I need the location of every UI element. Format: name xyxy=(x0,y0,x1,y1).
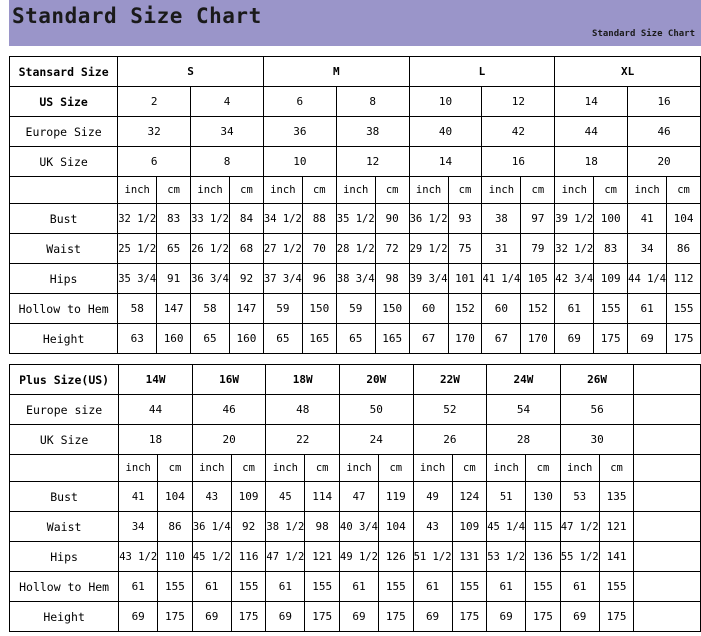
cell: 39 1/2 xyxy=(555,204,594,234)
group-header-l: L xyxy=(409,57,555,87)
cell: 116 xyxy=(231,542,266,572)
table-row-waist xyxy=(10,234,701,264)
cell: 20 xyxy=(192,425,266,455)
table-row-hips xyxy=(10,264,701,294)
unit-cell: inch xyxy=(263,177,302,204)
unit-cell: inch xyxy=(560,455,599,482)
row-label-hips: Hips xyxy=(10,542,119,572)
cell: 155 xyxy=(526,572,561,602)
standard-size-table xyxy=(9,56,701,354)
cell: 175 xyxy=(594,324,628,354)
cell: 14 xyxy=(555,87,628,117)
cell: 160 xyxy=(157,324,191,354)
cell: 84 xyxy=(230,204,264,234)
cell: 175 xyxy=(231,602,266,632)
cell: 28 xyxy=(487,425,561,455)
standard-size-table-wrap xyxy=(9,56,701,354)
row-label-europe-size: Europe size xyxy=(10,395,119,425)
cell: 72 xyxy=(375,234,409,264)
row-label-uk-size: UK Size xyxy=(10,425,119,455)
cell: 136 xyxy=(526,542,561,572)
table-row-bust xyxy=(10,482,701,512)
cell: 104 xyxy=(158,482,193,512)
cell: 6 xyxy=(263,87,336,117)
cell: 48 xyxy=(266,395,340,425)
cell: 36 xyxy=(263,117,336,147)
cell: 152 xyxy=(521,294,555,324)
cell: 83 xyxy=(594,234,628,264)
cell: 69 xyxy=(192,602,231,632)
cell: 35 3/4 xyxy=(118,264,157,294)
cell: 61 xyxy=(119,572,158,602)
cell: 93 xyxy=(448,204,482,234)
group-header-24w: 24W xyxy=(487,365,561,395)
unit-cell: cm xyxy=(158,455,193,482)
cell: 165 xyxy=(302,324,336,354)
cell: 34 xyxy=(119,512,158,542)
cell: 40 3/4 xyxy=(340,512,379,542)
cell: 96 xyxy=(302,264,336,294)
group-header-label: Plus Size(US) xyxy=(10,365,119,395)
cell: 88 xyxy=(302,204,336,234)
cell-spacer xyxy=(634,602,701,632)
cell: 67 xyxy=(409,324,448,354)
cell: 141 xyxy=(599,542,634,572)
unit-cell: inch xyxy=(487,455,526,482)
cell: 32 xyxy=(118,117,191,147)
cell: 45 1/2 xyxy=(192,542,231,572)
cell: 8 xyxy=(336,87,409,117)
cell: 61 xyxy=(555,294,594,324)
row-label-waist: Waist xyxy=(10,512,119,542)
cell: 61 xyxy=(266,572,305,602)
cell: 34 xyxy=(191,117,264,147)
cell: 61 xyxy=(413,572,452,602)
cell: 36 3/4 xyxy=(191,264,230,294)
cell: 70 xyxy=(302,234,336,264)
cell: 155 xyxy=(158,572,193,602)
table-row-uk-size xyxy=(10,425,701,455)
unit-cell: inch xyxy=(266,455,305,482)
cell: 37 3/4 xyxy=(263,264,302,294)
row-label-height: Height xyxy=(10,602,119,632)
unit-cell: cm xyxy=(526,455,561,482)
table-row-waist xyxy=(10,512,701,542)
cell: 52 xyxy=(413,395,487,425)
unit-cell: inch xyxy=(336,177,375,204)
plus-size-table-wrap xyxy=(9,364,701,632)
cell: 41 xyxy=(119,482,158,512)
cell: 2 xyxy=(118,87,191,117)
group-header-14w: 14W xyxy=(119,365,193,395)
unit-cell: inch xyxy=(409,177,448,204)
cell: 41 1/4 xyxy=(482,264,521,294)
unit-cell: cm xyxy=(230,177,264,204)
cell: 42 3/4 xyxy=(555,264,594,294)
unit-cell: cm xyxy=(594,177,628,204)
row-label-hollow-to-hem: Hollow to Hem xyxy=(10,572,119,602)
unit-row-spacer-right xyxy=(634,455,701,482)
cell: 38 1/2 xyxy=(266,512,305,542)
unit-cell: inch xyxy=(191,177,230,204)
cell: 30 xyxy=(560,425,634,455)
cell: 60 xyxy=(482,294,521,324)
table-row-bust xyxy=(10,204,701,234)
cell: 135 xyxy=(599,482,634,512)
unit-cell: cm xyxy=(378,455,413,482)
cell: 79 xyxy=(521,234,555,264)
cell: 126 xyxy=(378,542,413,572)
cell: 155 xyxy=(452,572,487,602)
cell: 61 xyxy=(628,294,667,324)
group-header-spacer xyxy=(634,365,701,395)
cell: 114 xyxy=(305,482,340,512)
table-row-hollow-to-hem xyxy=(10,572,701,602)
cell: 38 3/4 xyxy=(336,264,375,294)
cell: 58 xyxy=(118,294,157,324)
cell: 38 xyxy=(482,204,521,234)
cell: 165 xyxy=(375,324,409,354)
cell: 86 xyxy=(158,512,193,542)
row-label-height: Height xyxy=(10,324,118,354)
cell: 115 xyxy=(526,512,561,542)
cell: 14 xyxy=(409,147,482,177)
cell: 33 1/2 xyxy=(191,204,230,234)
cell: 91 xyxy=(157,264,191,294)
cell: 109 xyxy=(231,482,266,512)
cell: 18 xyxy=(555,147,628,177)
cell: 54 xyxy=(487,395,561,425)
unit-cell: inch xyxy=(119,455,158,482)
group-header-s: S xyxy=(118,57,264,87)
cell: 55 1/2 xyxy=(560,542,599,572)
cell: 92 xyxy=(230,264,264,294)
group-header-18w: 18W xyxy=(266,365,340,395)
cell: 98 xyxy=(305,512,340,542)
cell: 49 xyxy=(413,482,452,512)
cell: 155 xyxy=(378,572,413,602)
cell: 51 xyxy=(487,482,526,512)
cell: 24 xyxy=(340,425,414,455)
cell: 42 xyxy=(482,117,555,147)
cell: 147 xyxy=(230,294,264,324)
cell: 25 1/2 xyxy=(118,234,157,264)
cell: 27 1/2 xyxy=(263,234,302,264)
cell: 28 1/2 xyxy=(336,234,375,264)
cell: 18 xyxy=(119,425,193,455)
table-row-uk-size xyxy=(10,147,701,177)
group-header-22w: 22W xyxy=(413,365,487,395)
cell: 69 xyxy=(628,324,667,354)
cell: 32 1/2 xyxy=(555,234,594,264)
cell: 121 xyxy=(599,512,634,542)
cell: 45 xyxy=(266,482,305,512)
group-header-16w: 16W xyxy=(192,365,266,395)
cell-spacer xyxy=(634,395,701,425)
cell: 58 xyxy=(191,294,230,324)
cell: 61 xyxy=(560,572,599,602)
cell: 175 xyxy=(158,602,193,632)
cell: 175 xyxy=(452,602,487,632)
cell: 39 3/4 xyxy=(409,264,448,294)
cell-spacer xyxy=(634,512,701,542)
cell: 110 xyxy=(158,542,193,572)
unit-cell: cm xyxy=(157,177,191,204)
cell: 50 xyxy=(340,395,414,425)
cell: 104 xyxy=(667,204,701,234)
cell: 69 xyxy=(555,324,594,354)
cell: 22 xyxy=(266,425,340,455)
cell: 40 xyxy=(409,117,482,147)
cell: 43 xyxy=(192,482,231,512)
cell: 8 xyxy=(191,147,264,177)
table-row-us-size xyxy=(10,87,701,117)
unit-cell: cm xyxy=(599,455,634,482)
unit-cell: cm xyxy=(231,455,266,482)
cell: 59 xyxy=(263,294,302,324)
cell: 69 xyxy=(487,602,526,632)
cell: 97 xyxy=(521,204,555,234)
cell: 34 xyxy=(628,234,667,264)
unit-cell: inch xyxy=(413,455,452,482)
table-row-units xyxy=(10,455,701,482)
cell: 90 xyxy=(375,204,409,234)
cell: 43 1/2 xyxy=(119,542,158,572)
cell: 150 xyxy=(302,294,336,324)
unit-cell: inch xyxy=(192,455,231,482)
cell: 69 xyxy=(266,602,305,632)
cell: 147 xyxy=(157,294,191,324)
row-label-waist: Waist xyxy=(10,234,118,264)
unit-cell: cm xyxy=(452,455,487,482)
unit-cell: cm xyxy=(448,177,482,204)
cell: 69 xyxy=(560,602,599,632)
cell: 160 xyxy=(230,324,264,354)
unit-cell: cm xyxy=(521,177,555,204)
cell: 124 xyxy=(452,482,487,512)
cell: 16 xyxy=(482,147,555,177)
table-row-hips xyxy=(10,542,701,572)
unit-row-spacer xyxy=(10,177,118,204)
plus-size-table xyxy=(9,364,701,632)
group-header-20w: 20W xyxy=(340,365,414,395)
cell: 12 xyxy=(336,147,409,177)
table-row-units xyxy=(10,177,701,204)
group-header-26w: 26W xyxy=(560,365,634,395)
unit-cell: cm xyxy=(375,177,409,204)
cell: 6 xyxy=(118,147,191,177)
row-label-europe-size: Europe Size xyxy=(10,117,118,147)
cell: 69 xyxy=(340,602,379,632)
cell: 86 xyxy=(667,234,701,264)
cell: 10 xyxy=(263,147,336,177)
cell: 69 xyxy=(119,602,158,632)
table-row-group-header xyxy=(10,365,701,395)
cell: 109 xyxy=(452,512,487,542)
group-header-label: Stansard Size xyxy=(10,57,118,87)
cell: 4 xyxy=(191,87,264,117)
cell: 152 xyxy=(448,294,482,324)
cell: 29 1/2 xyxy=(409,234,448,264)
cell: 38 xyxy=(336,117,409,147)
cell: 175 xyxy=(599,602,634,632)
cell: 104 xyxy=(378,512,413,542)
cell: 47 xyxy=(340,482,379,512)
cell: 65 xyxy=(263,324,302,354)
table-row-height xyxy=(10,324,701,354)
row-label-bust: Bust xyxy=(10,204,118,234)
cell: 41 xyxy=(628,204,667,234)
unit-cell: inch xyxy=(340,455,379,482)
cell: 83 xyxy=(157,204,191,234)
cell: 67 xyxy=(482,324,521,354)
cell: 131 xyxy=(452,542,487,572)
cell: 119 xyxy=(378,482,413,512)
cell: 170 xyxy=(521,324,555,354)
cell: 155 xyxy=(667,294,701,324)
cell: 61 xyxy=(340,572,379,602)
row-label-hips: Hips xyxy=(10,264,118,294)
cell: 35 1/2 xyxy=(336,204,375,234)
cell: 56 xyxy=(560,395,634,425)
cell: 155 xyxy=(599,572,634,602)
cell-spacer xyxy=(634,425,701,455)
cell: 175 xyxy=(378,602,413,632)
cell: 155 xyxy=(231,572,266,602)
cell: 32 1/2 xyxy=(118,204,157,234)
cell: 34 1/2 xyxy=(263,204,302,234)
cell: 121 xyxy=(305,542,340,572)
header-left-margin xyxy=(0,0,9,46)
cell: 105 xyxy=(521,264,555,294)
cell: 43 xyxy=(413,512,452,542)
cell-spacer xyxy=(634,572,701,602)
group-header-m: M xyxy=(263,57,409,87)
cell: 112 xyxy=(667,264,701,294)
cell: 175 xyxy=(305,602,340,632)
cell-spacer xyxy=(634,542,701,572)
cell: 20 xyxy=(628,147,701,177)
cell: 175 xyxy=(526,602,561,632)
cell: 47 1/2 xyxy=(266,542,305,572)
cell: 175 xyxy=(667,324,701,354)
unit-cell: inch xyxy=(555,177,594,204)
cell: 60 xyxy=(409,294,448,324)
cell: 69 xyxy=(413,602,452,632)
cell: 26 xyxy=(413,425,487,455)
header-corner-label: Standard Size Chart xyxy=(592,29,695,39)
unit-cell: inch xyxy=(482,177,521,204)
page-title: Standard Size Chart xyxy=(12,4,262,28)
cell: 51 1/2 xyxy=(413,542,452,572)
group-header-xl: XL xyxy=(555,57,701,87)
cell: 109 xyxy=(594,264,628,294)
cell: 16 xyxy=(628,87,701,117)
cell: 45 1/4 xyxy=(487,512,526,542)
row-label-uk-size: UK Size xyxy=(10,147,118,177)
cell: 75 xyxy=(448,234,482,264)
cell: 92 xyxy=(231,512,266,542)
row-label-us-size: US Size xyxy=(10,87,118,117)
cell-spacer xyxy=(634,482,701,512)
unit-cell: cm xyxy=(302,177,336,204)
cell: 46 xyxy=(628,117,701,147)
cell: 155 xyxy=(594,294,628,324)
cell: 26 1/2 xyxy=(191,234,230,264)
cell: 12 xyxy=(482,87,555,117)
cell: 36 1/2 xyxy=(409,204,448,234)
table-row-height xyxy=(10,602,701,632)
cell: 44 xyxy=(555,117,628,147)
cell: 65 xyxy=(336,324,375,354)
unit-cell: cm xyxy=(305,455,340,482)
cell: 31 xyxy=(482,234,521,264)
cell: 150 xyxy=(375,294,409,324)
cell: 65 xyxy=(157,234,191,264)
cell: 155 xyxy=(305,572,340,602)
cell: 44 xyxy=(119,395,193,425)
cell: 61 xyxy=(487,572,526,602)
cell: 49 1/2 xyxy=(340,542,379,572)
cell: 63 xyxy=(118,324,157,354)
cell: 100 xyxy=(594,204,628,234)
cell: 44 1/4 xyxy=(628,264,667,294)
cell: 53 xyxy=(560,482,599,512)
cell: 65 xyxy=(191,324,230,354)
table-row-hollow-to-hem xyxy=(10,294,701,324)
table-row-europe-size xyxy=(10,395,701,425)
cell: 59 xyxy=(336,294,375,324)
row-label-hollow-to-hem: Hollow to Hem xyxy=(10,294,118,324)
cell: 36 1/4 xyxy=(192,512,231,542)
table-row-group-header xyxy=(10,57,701,87)
cell: 68 xyxy=(230,234,264,264)
unit-cell: inch xyxy=(628,177,667,204)
cell: 170 xyxy=(448,324,482,354)
unit-cell: inch xyxy=(118,177,157,204)
cell: 98 xyxy=(375,264,409,294)
table-row-europe-size xyxy=(10,117,701,147)
cell: 130 xyxy=(526,482,561,512)
unit-cell: cm xyxy=(667,177,701,204)
cell: 10 xyxy=(409,87,482,117)
cell: 61 xyxy=(192,572,231,602)
unit-row-spacer xyxy=(10,455,119,482)
cell: 46 xyxy=(192,395,266,425)
row-label-bust: Bust xyxy=(10,482,119,512)
cell: 53 1/2 xyxy=(487,542,526,572)
cell: 47 1/2 xyxy=(560,512,599,542)
cell: 101 xyxy=(448,264,482,294)
